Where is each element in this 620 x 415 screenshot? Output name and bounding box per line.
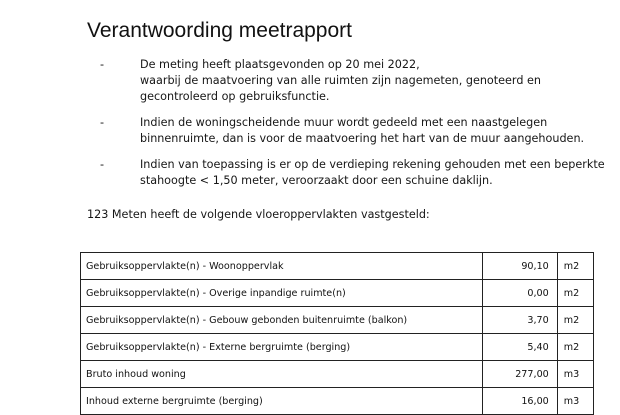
bullet-line: Indien de woningscheidende muur wordt gedeeld met een naastgelegen: [140, 116, 548, 129]
row-unit: m2: [557, 334, 593, 361]
row-unit: m3: [557, 361, 593, 388]
row-value: 16,00: [482, 388, 557, 415]
row-description: Gebruiksoppervlakte(n) - Overige inpandige ruimte(n): [81, 280, 483, 307]
table-row: [81, 388, 594, 415]
table-row: [81, 361, 594, 388]
bullet-line: Indien van toepassing is er op de verdieping rekening gehouden met een beperkte: [140, 158, 605, 171]
row-description: Gebruiksoppervlakte(n) - Gebouw gebonden buitenruimte (balkon): [81, 307, 483, 334]
row-value: 3,70: [482, 307, 557, 334]
bullet-text: [140, 157, 620, 189]
row-unit: m2: [557, 280, 593, 307]
table-row: [81, 307, 594, 334]
table-row: [81, 334, 594, 361]
bullet-text: [140, 115, 620, 147]
row-value: 277,00: [482, 361, 557, 388]
bullet-dash: -: [100, 58, 105, 71]
bullet-line: binnenruimte, dan is voor de maatvoering het hart van de muur aangehouden.: [140, 132, 585, 145]
bullet-line: gecontroleerd op gebruiksfunctie.: [140, 90, 330, 103]
row-description: Gebruiksoppervlakte(n) - Woonoppervlak: [81, 253, 483, 280]
row-description: Gebruiksoppervlakte(n) - Externe bergruimte (berging): [81, 334, 483, 361]
bullet-text: [140, 57, 620, 105]
floor-area-table: [80, 252, 594, 415]
row-value: 90,10: [482, 253, 557, 280]
table-row: [81, 253, 594, 280]
row-description: Bruto inhoud woning: [81, 361, 483, 388]
bullet-line: stahoogte < 1,50 meter, veroorzaakt door een schuine daklijn.: [140, 174, 493, 187]
table-row: [81, 280, 594, 307]
row-unit: m2: [557, 253, 593, 280]
bullet-line: De meting heeft plaatsgevonden op 20 mei 2022,: [140, 58, 420, 71]
document-title: Verantwoording meetrapport: [87, 19, 352, 42]
row-unit: m3: [557, 388, 593, 415]
bullet-dash: -: [100, 116, 105, 129]
table-intro-text: 123 Meten heeft de volgende vloeroppervlakten vastgesteld:: [87, 208, 430, 221]
row-unit: m2: [557, 307, 593, 334]
row-value: 5,40: [482, 334, 557, 361]
bullet-line: waarbij de maatvoering van alle ruimten zijn nagemeten, genoteerd en: [140, 74, 541, 87]
bullet-dash: -: [100, 158, 105, 171]
row-value: 0,00: [482, 280, 557, 307]
row-description: Inhoud externe bergruimte (berging): [81, 388, 483, 415]
